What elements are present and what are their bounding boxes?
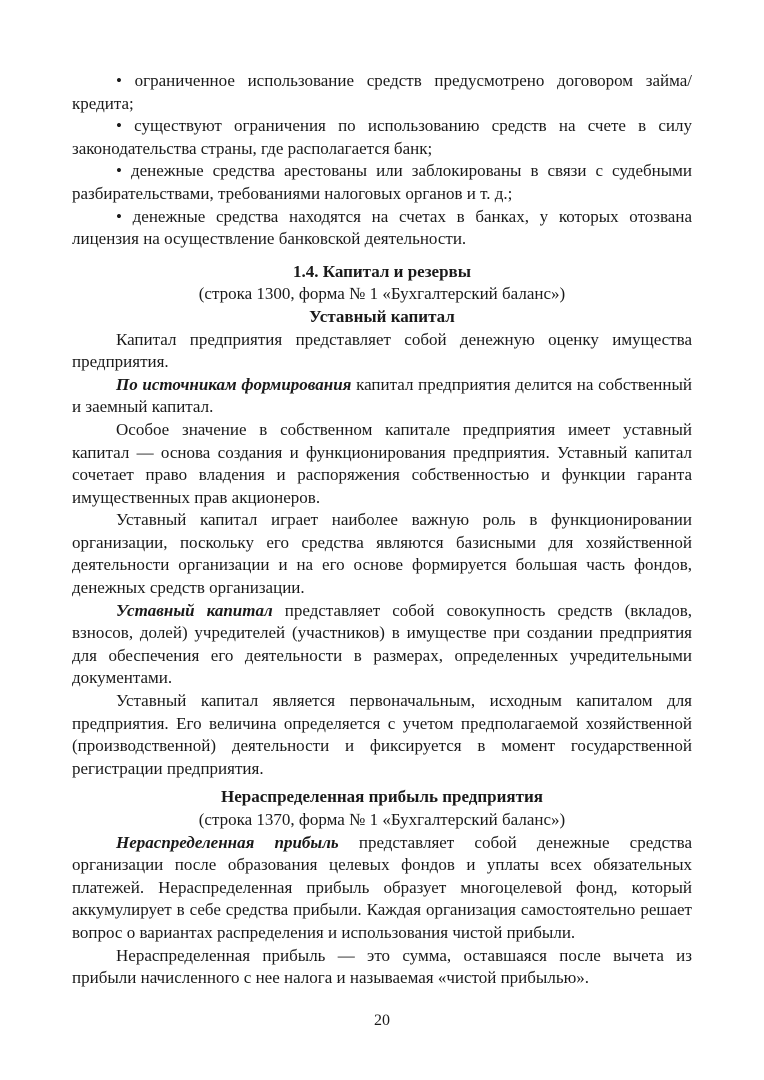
paragraph: Уставный капитал является первоначальным, исходным капиталом для предприятия. Его величина определяется с учетом предполагаемой хозяйственной (производственной) деятельности и фиксируется в момент государственной регистрации предприятия. <box>72 691 692 778</box>
page-body <box>72 70 692 990</box>
paragraph: Уставный капитал играет наиболее важную роль в функционировании организации, поскольку его средства являются базисными для хозяйственной деятельности организации и на его основе формируется большая часть фондов, денежных средств организации. <box>72 510 692 598</box>
bullet-item: • денежные средства арестованы или заблокированы в связи с судебными разбирательствами, требованиями налоговых органов и т. д.; <box>72 160 692 205</box>
charter-heading: Уставный капитал <box>309 306 455 326</box>
bullet-item: • существуют ограничения по использованию средств на счете в силу законодательства страны, где располагается банк; <box>72 115 692 160</box>
retained-subtitle: (строка 1370, форма № 1 «Бухгалтерский баланс») <box>198 810 566 829</box>
page-number: 20 <box>374 1012 390 1029</box>
retained-heading: Нераспределенная прибыль предприятия <box>221 787 543 807</box>
term: По источникам формирования <box>116 374 352 394</box>
paragraph: Капитал предприятия представляет собой денежную оценку имущества предприятия. <box>72 329 692 372</box>
paragraph: По источникам формирования капитал предприятия делится на собственный и заемный капитал. <box>72 374 692 417</box>
term: Нераспределенная прибыль <box>116 832 339 852</box>
paragraph: Уставный капитал представляет собой совокупность средств (вкладов, взносов, долей) учредителей (участников) в имуществе при создании предприятия для обеспечения его деятельности в размерах, определенных учредительными документами. <box>72 600 692 688</box>
paragraph: Особое значение в собственном капитале предприятия имеет уставный капитал — основа создания и функционирования предприятия. Уставный капитал сочетает право владения и распоряжения собственностью и функции гаранта имущественных прав акционеров. <box>72 419 692 507</box>
paragraph: Нераспределенная прибыль представляет собой денежные средства организации после образования целевых фондов и уплаты всех обязательных платежей. Нераспределенная прибыль образует многоцелевой фонд, который аккумулирует в себе средства прибыли. Каждая организация самостоятельно решает вопрос о вариантах распределения и использования чистой прибыли. <box>72 832 693 942</box>
section-subtitle: (строка 1300, форма № 1 «Бухгалтерский баланс») <box>198 284 566 304</box>
bullet-item: • ограниченное использование средств предусмотрено договором займа/кредита; <box>72 70 692 115</box>
bullet-item: • денежные средства находятся на счетах в банках, у которых отозвана лицензия на осуществление банковской деятельности. <box>72 206 692 251</box>
section-title: 1.4. Капитал и резервы <box>292 261 472 281</box>
paragraph: Нераспределенная прибыль — это сумма, оставшаяся после вычета из прибыли начисленного с нее налога и называемая «чистой прибылью». <box>72 945 692 988</box>
term: Уставный капитал <box>116 600 273 620</box>
